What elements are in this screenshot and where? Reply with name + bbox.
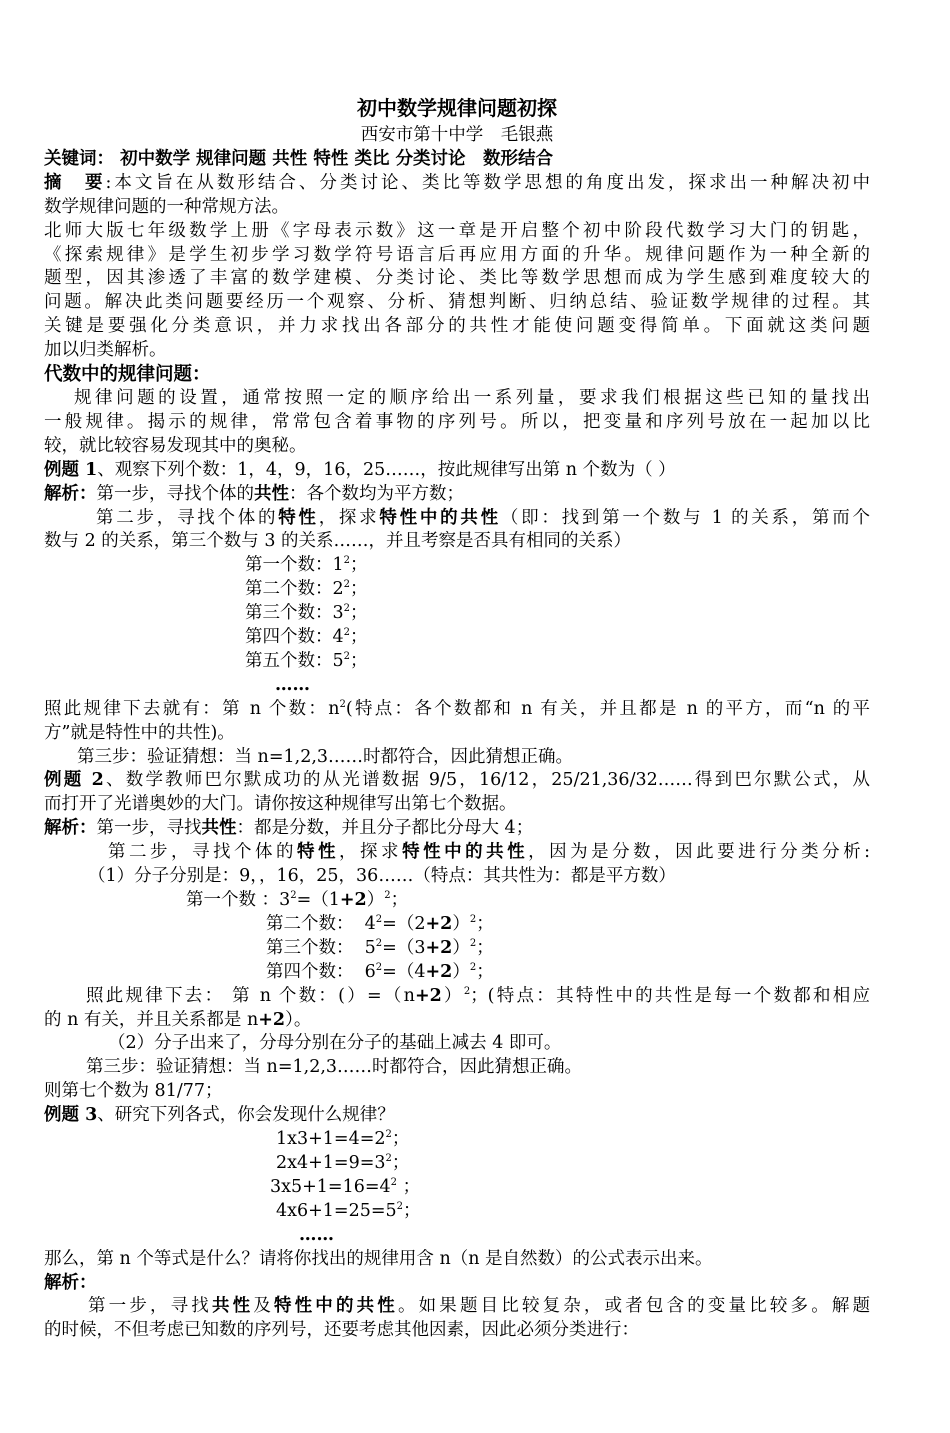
step-text: ：都是分数，并且分子都比分母大 4；	[236, 818, 534, 839]
item-label: 第四个数：	[245, 627, 333, 648]
conclusion-exp: 2	[339, 698, 346, 710]
step-text: 第一步，寻找	[88, 1296, 212, 1317]
step-text: 第一步，寻找个体的	[96, 483, 254, 504]
example-1-question	[44, 459, 870, 483]
item-base: 1	[332, 555, 344, 576]
bold-term: 特性中的共性	[379, 507, 501, 528]
item-base: 4	[364, 913, 376, 934]
abstract-text-1: :本文旨在从数形结合、分类讨论、类比等数学思想的角度出发，探求出一种解决初中	[105, 172, 870, 193]
item-mid: =（4	[382, 961, 426, 982]
step-text: 第一步，寻找	[96, 818, 202, 839]
bold-term: 特性中的共性	[402, 842, 529, 863]
item-exp: 2	[384, 890, 391, 901]
example-3-equation	[44, 1128, 870, 1152]
example-2-item	[44, 937, 870, 961]
rule-plus: +2	[414, 985, 442, 1006]
abstract-line-1	[44, 172, 870, 196]
example-2-rule	[44, 985, 870, 1009]
item-exp: 2	[290, 890, 297, 901]
equation-exp: 2	[385, 1129, 392, 1141]
example-1-item	[44, 578, 870, 602]
item-exp: 2	[343, 650, 351, 662]
equation-text: 4x6+1=25=5	[276, 1200, 397, 1221]
item-base: 3	[279, 890, 291, 910]
item-plus: +2	[425, 937, 453, 958]
item-label: 第三个数：	[245, 603, 333, 624]
item-label: 第五个数：	[245, 650, 333, 671]
keywords-label: 关键词：	[44, 148, 114, 169]
item-exp: 2	[469, 937, 477, 949]
item-label: 第一个数 ：	[186, 890, 280, 910]
item-end: ；	[350, 555, 368, 576]
item-mid: =（2	[382, 913, 426, 934]
step-text: ，探求	[318, 507, 380, 528]
step-text: 第二步，寻找个体的	[108, 842, 298, 863]
example-1-step-2-cont: 数与 2 的关系，第三个数与 3 的关系……，并且考察是否具有相同的关系）	[44, 531, 632, 552]
item-end: ；	[350, 650, 368, 671]
keywords-text: 初中数学 规律问题 共性 特性 类比 分类讨论 数形结合	[120, 148, 554, 169]
item-close: ）	[366, 890, 385, 910]
example-1-step-1	[44, 483, 870, 507]
document-title: 初中数学规律问题初探	[357, 96, 557, 120]
item-label: 第三个数：	[266, 937, 365, 958]
item-close: ）	[452, 913, 470, 934]
item-label: 第一个数：	[245, 555, 333, 576]
rule-plus: +2	[258, 1009, 286, 1030]
item-end: ；	[390, 890, 409, 910]
abstract-label: 摘 要	[44, 172, 106, 193]
equation-end: ；	[391, 1152, 410, 1173]
example-2-question	[44, 769, 870, 793]
item-label: 第四个数：	[266, 961, 365, 982]
step-text: ：各个数均为平方数；	[289, 483, 464, 504]
section-para-1: 规律问题的设置，通常按照一定的顺序给出一系列量，要求我们根据这些已知的量找出	[74, 387, 870, 408]
keywords-line	[44, 148, 870, 172]
analysis-label: 解析：	[44, 818, 97, 839]
item-exp: 2	[375, 913, 383, 925]
bold-term: 共性	[254, 483, 289, 504]
bold-term: 特性	[297, 842, 340, 863]
ellipsis: ……	[299, 1224, 334, 1245]
example-1-step-3: 第三步：验证猜想：当 n=1,2,3……时都符合，因此猜想正确。	[77, 746, 574, 767]
step-text: ，因为是分数，因此要进行分类分析:	[528, 842, 871, 863]
item-plus: +2	[425, 913, 453, 934]
item-exp: 2	[375, 961, 383, 973]
conclusion-text: 照此规律下去就有：第 n 个数：n	[44, 698, 340, 719]
item-end: ；	[350, 579, 368, 600]
example-3-step-1	[44, 1295, 870, 1319]
example-1-item	[44, 554, 870, 578]
example-3-label: 例题 3	[44, 1105, 98, 1126]
item-mid: =（1	[296, 890, 340, 910]
intro-line-4: 问题。解决此类问题要经历一个观察、分析、猜想判断、归纳总结、验证数学规律的过程。其	[44, 292, 870, 313]
step-text: ，探求	[339, 842, 403, 863]
item-exp: 2	[469, 961, 477, 973]
example-2-label: 例题 2	[44, 770, 104, 791]
example-3-equation	[44, 1152, 870, 1176]
item-label: 第二个数：	[245, 579, 333, 600]
item-plus: +2	[425, 961, 453, 982]
rule-text: ）。	[285, 1009, 312, 1030]
example-1-conclusion	[44, 698, 870, 722]
example-3-equation	[44, 1200, 870, 1224]
step-text: 及	[253, 1296, 274, 1317]
step-text: 第二步，寻找个体的	[96, 507, 279, 528]
example-2-step-2	[44, 841, 870, 865]
item-base: 2	[332, 579, 344, 600]
example-3-question	[44, 1104, 870, 1128]
intro-line-3: 题型，因其渗透了丰富的数学建模、分类讨论、类比等数学思想而成为学生感到难度较大的	[44, 268, 870, 289]
intro-line-1: 北师大版七年级数学上册《字母表示数》这一章是开启整个初中阶段代数学习大门的钥匙，	[44, 220, 870, 241]
example-2-sub-2: （2）分子出来了，分母分别在分子的基础上减去 4 即可。	[108, 1033, 562, 1054]
example-1-item	[44, 626, 870, 650]
equation-text: 1x3+1=4=2	[276, 1129, 386, 1150]
example-2-sub-1: （1）分子分别是：9，，16，25，36……（特点：其共性为：都是平方数）	[88, 866, 676, 887]
step-text: （即：找到第一个数与 1 的关系，第而个	[500, 507, 871, 528]
item-base: 5	[364, 937, 376, 958]
section-para-3: 较，就比较容易发现其中的奥秘。	[44, 435, 307, 456]
analysis-label: 解析：	[44, 483, 97, 504]
example-2-answer: 则第七个数为 81/77；	[44, 1081, 223, 1102]
bold-term: 特性中的共性	[273, 1296, 398, 1317]
equation-text: 2x4+1=9=3	[276, 1152, 386, 1173]
item-base: 5	[332, 650, 344, 671]
rule-exp: 2	[463, 985, 471, 997]
section-para-2: 一般规律。揭示的规律，常常包含着事物的序列号。所以，把变量和序列号放在一起加以比	[44, 411, 870, 432]
example-3-equation	[44, 1176, 870, 1200]
rule-text: 照此规律下去： 第 n 个数：(）=（n	[86, 985, 415, 1006]
example-1-step-2	[44, 507, 870, 531]
bold-term: 共性	[201, 818, 237, 839]
example-2-text: 、数学教师巴尔默成功的从光谱数据 9/5，16/12，25/21,36/32……得到巴尔默公式，从	[103, 770, 870, 791]
equation-end: ；	[403, 1200, 421, 1221]
intro-line-5: 关键是要强化分类意识，并力求找出各部分的共性才能使问题变得简单。下面就这类问题	[44, 316, 870, 337]
author-line: 西安市第十中学 毛银燕	[360, 125, 554, 145]
item-end: ；	[350, 627, 368, 648]
item-end: ；	[476, 937, 494, 958]
analysis-label: 解析：	[44, 1272, 97, 1293]
rule-text: ）	[441, 985, 464, 1006]
example-1-item	[44, 602, 870, 626]
equation-exp: 2	[396, 1200, 404, 1212]
item-exp: 2	[375, 937, 383, 949]
equation-text: 3x5+1=16=4	[270, 1176, 391, 1197]
equation-end: ；	[397, 1176, 421, 1197]
item-exp: 2	[469, 913, 477, 925]
example-2-step-3: 第三步：验证猜想：当 n=1,2,3……时都符合，因此猜想正确。	[86, 1057, 583, 1078]
item-close: ）	[452, 961, 470, 982]
item-close: ）	[452, 937, 470, 958]
example-3-prompt: 那么，第 n 个等式是什么？请将你找出的规律用含 n（n 是自然数）的公式表示出来。	[44, 1248, 713, 1269]
equation-exp: 2	[385, 1152, 392, 1164]
item-plus: +2	[339, 890, 367, 910]
item-base: 4	[332, 627, 344, 648]
conclusion-text: (特点：各个数都和 n 有关，并且都是 n 的平方，而“n 的平	[345, 698, 870, 719]
item-end: ；	[476, 913, 494, 934]
item-exp: 2	[343, 603, 351, 615]
example-2-item	[44, 961, 870, 985]
example-2-rule-cont	[44, 1009, 870, 1033]
example-3-text: 、研究下列各式，你会发现什么规律？	[97, 1105, 395, 1126]
item-exp: 2	[343, 627, 351, 639]
item-base: 6	[364, 961, 376, 982]
example-2-step-1	[44, 817, 870, 841]
example-3-step-1-cont: 的时候，不但考虑已知数的序列号，还要考虑其他因素，因此必须分类进行：	[44, 1320, 639, 1341]
section-heading: 代数中的规律问题：	[44, 364, 211, 386]
item-mid: =（3	[382, 937, 426, 958]
intro-line-6: 加以归类解析。	[44, 340, 167, 361]
item-end: ；	[476, 961, 494, 982]
example-2-item	[44, 889, 870, 913]
example-1-item	[44, 650, 870, 674]
item-exp: 2	[343, 555, 351, 567]
example-1-label: 例题 1	[44, 459, 98, 480]
equation-end: ；	[391, 1129, 410, 1150]
step-text: 。如果题目比较复杂，或者包含的变量比较多。解题	[397, 1296, 871, 1317]
item-label: 第二个数：	[266, 913, 365, 934]
item-end: ；	[350, 603, 368, 624]
example-1-text: 、观察下列个数：1，4，9，16，25……，按此规律写出第 n 个数为（ ）	[97, 459, 676, 480]
example-2-question-cont: 而打开了光谱奥妙的大门。请你按这种规律写出第七个数据。	[44, 794, 517, 815]
bold-term: 特性	[278, 507, 319, 528]
item-base: 3	[332, 603, 344, 624]
item-exp: 2	[343, 579, 351, 591]
rule-text: ；(特点：其特性中的共性是每一个数都和相应	[470, 985, 870, 1006]
abstract-line-2: 数学规律问题的一种常规方法。	[44, 196, 289, 217]
ellipsis: ……	[275, 674, 310, 695]
bold-term: 共性	[211, 1296, 254, 1317]
equation-exp: 2	[390, 1176, 398, 1188]
example-1-conclusion-cont: 方”就是特性中的共性)。	[44, 722, 235, 743]
intro-line-2: 《探索规律》是学生初步学习数学符号语言后再应用方面的升华。规律问题作为一种全新的	[44, 244, 870, 265]
rule-text: 的 n 有关，并且关系都是 n	[44, 1009, 259, 1030]
example-2-item	[44, 913, 870, 937]
